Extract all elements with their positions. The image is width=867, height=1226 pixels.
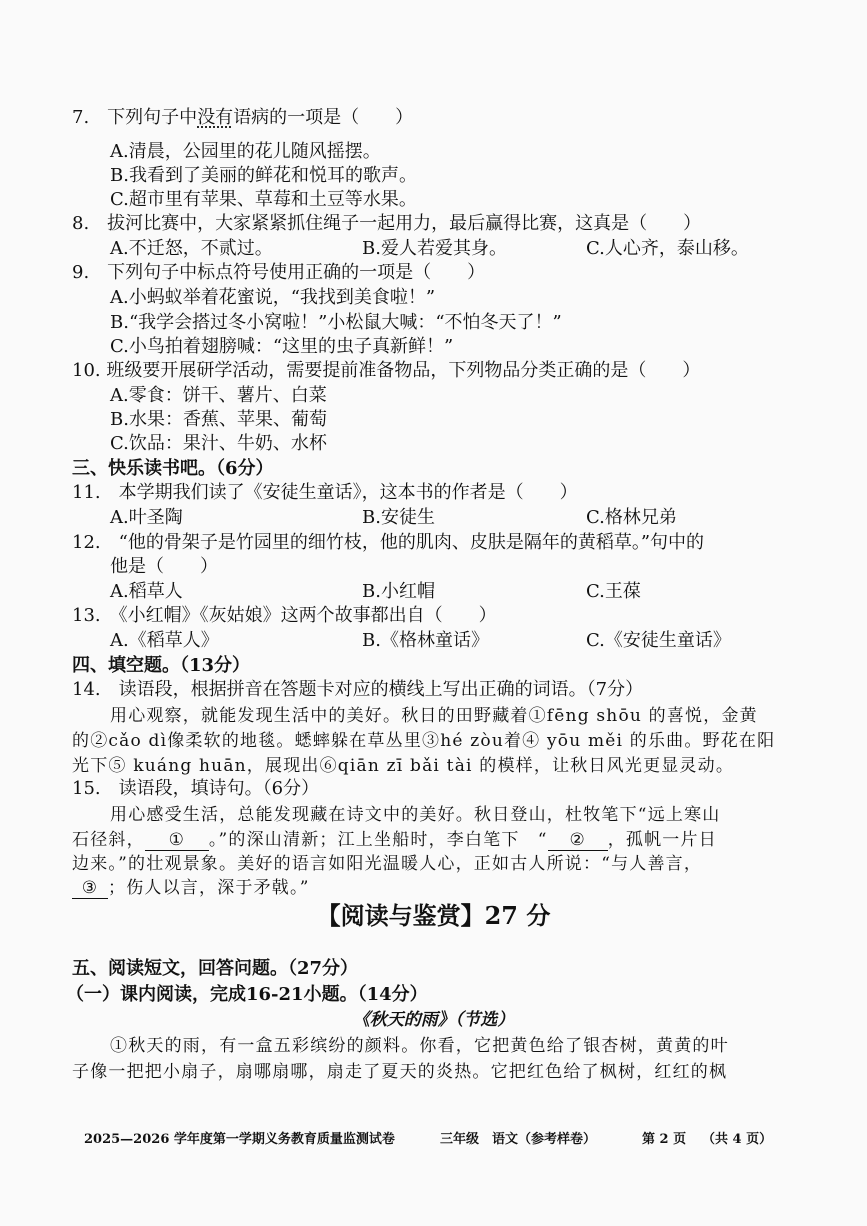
question-14-stem: 14. 读语段，根据拼音在答题卡对应的横线上写出正确的词语。（7分） <box>72 679 644 700</box>
question-11-options <box>110 506 810 530</box>
question-7-option-c: C.超市里有苹果、草莓和土豆等水果。 <box>110 189 417 210</box>
question-12-option-b: B.小红帽 <box>362 581 435 602</box>
section-3-heading: 三、快乐读书吧。（6分） <box>72 458 274 479</box>
question-8-stem: 8. 拔河比赛中，大家紧紧抓住绳子一起用力，最后赢得比赛，这真是（ ） <box>72 213 702 234</box>
question-15-passage-line-4: ③ ；伤人以言，深于矛戟。” <box>72 876 310 900</box>
question-9-stem: 9. 下列句子中标点符号使用正确的一项是（ ） <box>72 262 486 283</box>
question-7-stem: 7. 下列句子中没有语病的一项是（ ） <box>72 107 414 128</box>
question-9-option-a: A.小蚂蚁举着花蜜说，“我找到美食啦！” <box>110 287 436 308</box>
section-4-heading: 四、填空题。（13分） <box>72 655 251 676</box>
passage-paragraph-line-1: ①秋天的雨，有一盒五彩缤纷的颜料。你看，它把黄色给了银杏树，黄黄的叶 <box>110 1036 729 1056</box>
question-7-option-b: B.我看到了美丽的鲜花和悦耳的歌声。 <box>110 165 417 186</box>
blank-1[interactable]: ① <box>145 830 209 851</box>
question-7-option-a: A.清晨，公园里的花儿随风摇摆。 <box>110 141 381 162</box>
question-9-option-b: B.“我学会搭过冬小窝啦！”小松鼠大喊：“不怕冬天了！” <box>110 312 562 333</box>
emphasis-text: 没有 <box>197 107 234 128</box>
page-footer <box>84 1128 784 1152</box>
question-10-option-c: C.饮品：果汁、牛奶、水杯 <box>110 433 327 454</box>
question-15-passage-line-2: 石径斜， ① 。”的深山清新；江上坐船时，李白笔下 “ ② ，孤帆一片日 <box>72 830 717 850</box>
question-15-stem: 15. 读语段，填诗句。（6分） <box>72 778 320 799</box>
question-14-passage-line-3: 光下⑤ kuáng huān，展现出⑥qiān zī bǎi tài 的模样，让秋日风光更显灵动。 <box>72 756 735 776</box>
question-8-options <box>110 237 810 261</box>
question-12-option-c: C.王葆 <box>586 581 641 602</box>
section-5-heading: 五、阅读短文，回答问题。（27分） <box>72 958 359 979</box>
passage-title: 《秋天的雨》（节选） <box>352 1010 515 1030</box>
question-8-option-b: B.爱人若爱其身。 <box>362 238 507 259</box>
question-13-option-a: A.《稻草人》 <box>110 630 219 651</box>
question-13-option-b: B.《格林童话》 <box>362 630 489 651</box>
question-14-passage-line-2: 的②cǎo dì像柔软的地毯。蟋蟀躲在草丛里③hé zòu着④ yōu měi 的乐曲。野花在阳 <box>72 731 776 751</box>
question-10-stem: 10. 班级要开展研学活动，需要提前准备物品，下列物品分类正确的是（ ） <box>72 360 701 381</box>
subsection-1-heading: （一）课内阅读，完成16-21小题。（14分） <box>66 984 428 1005</box>
question-13-stem: 13. 《小红帽》《灰姑娘》这两个故事都出自（ ） <box>72 605 497 626</box>
question-11-stem: 11. 本学期我们读了《安徒生童话》，这本书的作者是（ ） <box>72 482 578 503</box>
reading-section-banner: 【阅读与鉴赏】27 分 <box>316 901 551 930</box>
question-13-options <box>110 629 830 653</box>
question-11-option-a: A.叶圣陶 <box>110 507 183 528</box>
footer-exam-title: 2025—2026 学年度第一学期义务教育质量监测试卷 <box>84 1132 395 1147</box>
question-11-option-c: C.格林兄弟 <box>586 507 677 528</box>
question-10-option-a: A.零食：饼干、薯片、白菜 <box>110 385 327 406</box>
question-10-option-b: B.水果：香蕉、苹果、葡萄 <box>110 409 327 430</box>
question-12-stem: 12. “他的骨架子是竹园里的细竹枝，他的肌肉、皮肤是隔年的黄稻草。”句中的 <box>72 532 705 553</box>
question-13-option-c: C.《安徒生童话》 <box>586 630 731 651</box>
question-11-option-b: B.安徒生 <box>362 507 435 528</box>
footer-page-number: 第 2 页 <box>642 1132 687 1147</box>
question-15-passage-line-1: 用心感受生活，总能发现藏在诗文中的美好。秋日登山，杜牧笔下“远上寒山 <box>110 805 721 825</box>
question-15-passage-line-3: 边来。”的壮观景象。美好的语言如阳光温暖人心，正如古人所说：“与人善言， <box>72 854 703 874</box>
question-8-option-a: A.不迁怒，不贰过。 <box>110 238 273 259</box>
footer-total-pages: （共 4 页） <box>702 1132 773 1147</box>
passage-paragraph-line-2: 子像一把把小扇子，扇哪扇哪，扇走了夏天的炎热。它把红色给了枫树，红红的枫 <box>72 1062 728 1082</box>
question-8-option-c: C.人心齐，泰山移。 <box>586 238 749 259</box>
question-12-stem-cont: 他是（ ） <box>110 556 218 577</box>
question-14-passage-line-1: 用心观察，就能发现生活中的美好。秋日的田野藏着①fēng shōu 的喜悦，金黄 <box>110 706 758 726</box>
blank-3[interactable]: ③ <box>72 878 108 899</box>
question-12-option-a: A.稻草人 <box>110 581 183 602</box>
blank-2[interactable]: ② <box>548 830 608 851</box>
question-12-options <box>110 580 810 604</box>
footer-grade-subject: 三年级 语文（参考样卷） <box>440 1132 597 1147</box>
question-9-option-c: C.小鸟拍着翅膀喊：“这里的虫子真新鲜！” <box>110 336 454 357</box>
